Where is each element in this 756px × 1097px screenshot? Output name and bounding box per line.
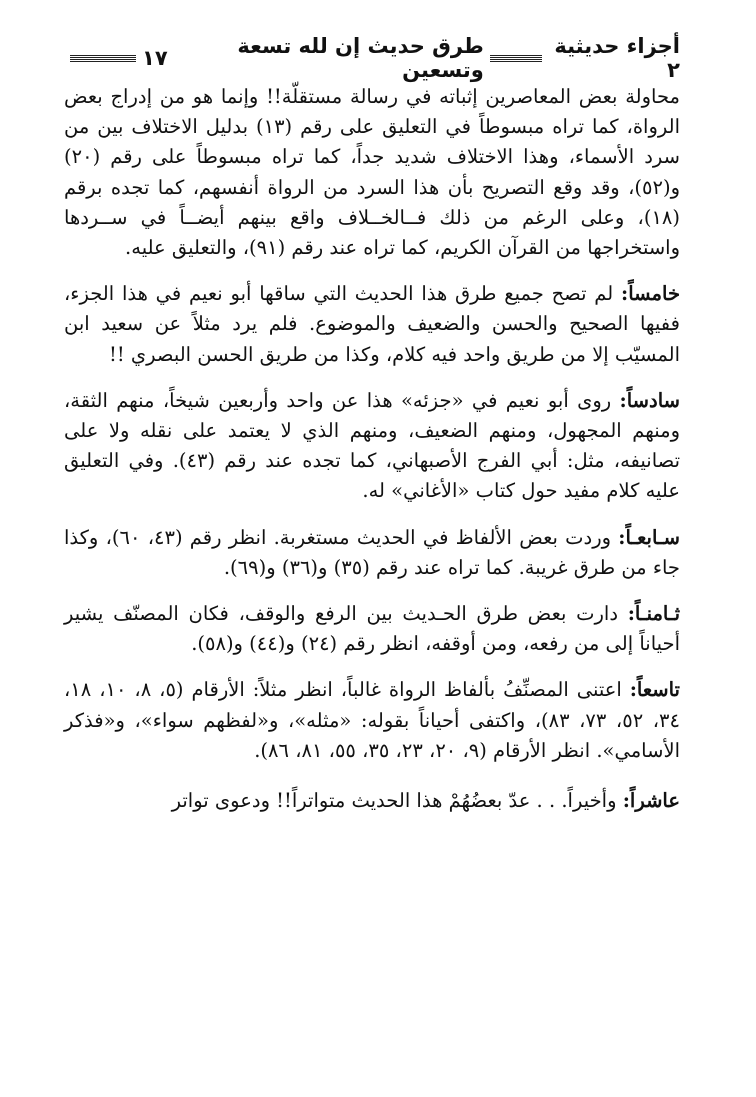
paragraph-lead: سادساً:	[619, 388, 680, 412]
header-rule	[70, 55, 136, 62]
book-title: أجزاء حديثية ٢	[554, 34, 680, 82]
running-header	[64, 34, 680, 82]
paragraph-text: وردت بعض الألفاظ في الحديث مستغربة. انظر رقم (٤٣، ٦٠)، وكذا جاء من طرق غريبة. كما تراه عند رقم (٣٥) و(٣٦) و(٦٩).	[64, 525, 680, 579]
paragraph-ninth	[64, 675, 680, 766]
paragraph-tenth	[64, 786, 680, 816]
paragraph-sixth	[64, 386, 680, 507]
paragraph-continuation	[64, 82, 680, 263]
paragraph-lead: سـابعـاً:	[618, 525, 680, 549]
paragraph-lead: تاسعاً:	[629, 678, 680, 702]
section-title: طرق حديث إن لله تسعة وتسعين	[237, 34, 484, 82]
paragraph-text: محاولة بعض المعاصرين إثباته في رسالة مستقلّة!! وإنما هو من إدراج بعض الرواة، كما تراه مبسوطاً في التعليق على رقم (١٣) بدليل الاختلاف بين من سرد الأسماء، وهذا الاختلاف شديد جداً، كما تراه مبسوطاً على رقم (٢٠) و(٥٢)، وقد وقع التصريح بأن هذا السرد من الرواة أنفسهم، كما تجده برقم (١٨)، وعلى الرغم من ذلك فــالخــلاف واقع بينهم أيضــاً في ســردها واستخراجها من القرآن الكريم، كما تراه عند رقم (٩١)، والتعليق عليه.	[64, 85, 680, 260]
paragraph-text: روى أبو نعيم في «جزئه» هذا عن واحد وأربعين شيخاً، منهم الثقة، ومنهم المجهول، ومنهم الضعيف، ومنهم الذي لا يعتمد على نقله ولا على تصانيفه، مثل: أبي الفرج الأصبهاني، كما تجده عند رقم (٤٣). وفي التعليق عليه كلام مفيد حول كتاب «الأغاني» له.	[64, 388, 680, 503]
paragraph-lead: عاشراً:	[622, 789, 680, 813]
paragraph-lead: ثـامنـاً:	[627, 602, 680, 626]
paragraph-fifth	[64, 279, 680, 370]
paragraph-text: وأخيراً. . . عدّ بعضُهُمْ هذا الحديث متواتراً!! ودعوى تواتر	[171, 789, 623, 813]
page-body	[64, 82, 680, 816]
header-rule	[490, 55, 542, 62]
paragraph-lead: خامساً:	[621, 282, 680, 306]
paragraph-eighth	[64, 599, 680, 659]
paragraph-text: دارت بعض طرق الحـديث بين الرفع والوقف، فكان المصنّف يشير أحياناً إلى من رفعه، ومن أوقفه، انظر رقم (٢٤) و(٤٤) و(٥٨).	[64, 602, 680, 656]
paragraph-text: اعتنى المصنِّفُ بألفاظ الرواة غالباً، انظر مثلاً: الأرقام (٥، ٨، ١٠، ١٨، ٣٤، ٥٢، ٧٣، ٨٣)، واكتفى أحياناً بقوله: «مثله»، و«لفظهم سواء»، و«فذكر الأسامي». انظر الأرقام (٩، ٢٠، ٢٣، ٣٥، ٥٥، ٨١، ٨٦).	[64, 678, 680, 762]
paragraph-seventh	[64, 523, 680, 583]
page-number: ١٧	[142, 46, 168, 70]
paragraph-text: لم تصح جميع طرق هذا الحديث التي ساقها أبو نعيم في هذا الجزء، ففيها الصحيح والحسن والضعيف والموضوع. فلم يرد مثلاً عن سعيد ابن المسيّب إلا من طريق واحد فيه كلام، وكذا من طريق الحسن البصري !!	[64, 282, 680, 366]
